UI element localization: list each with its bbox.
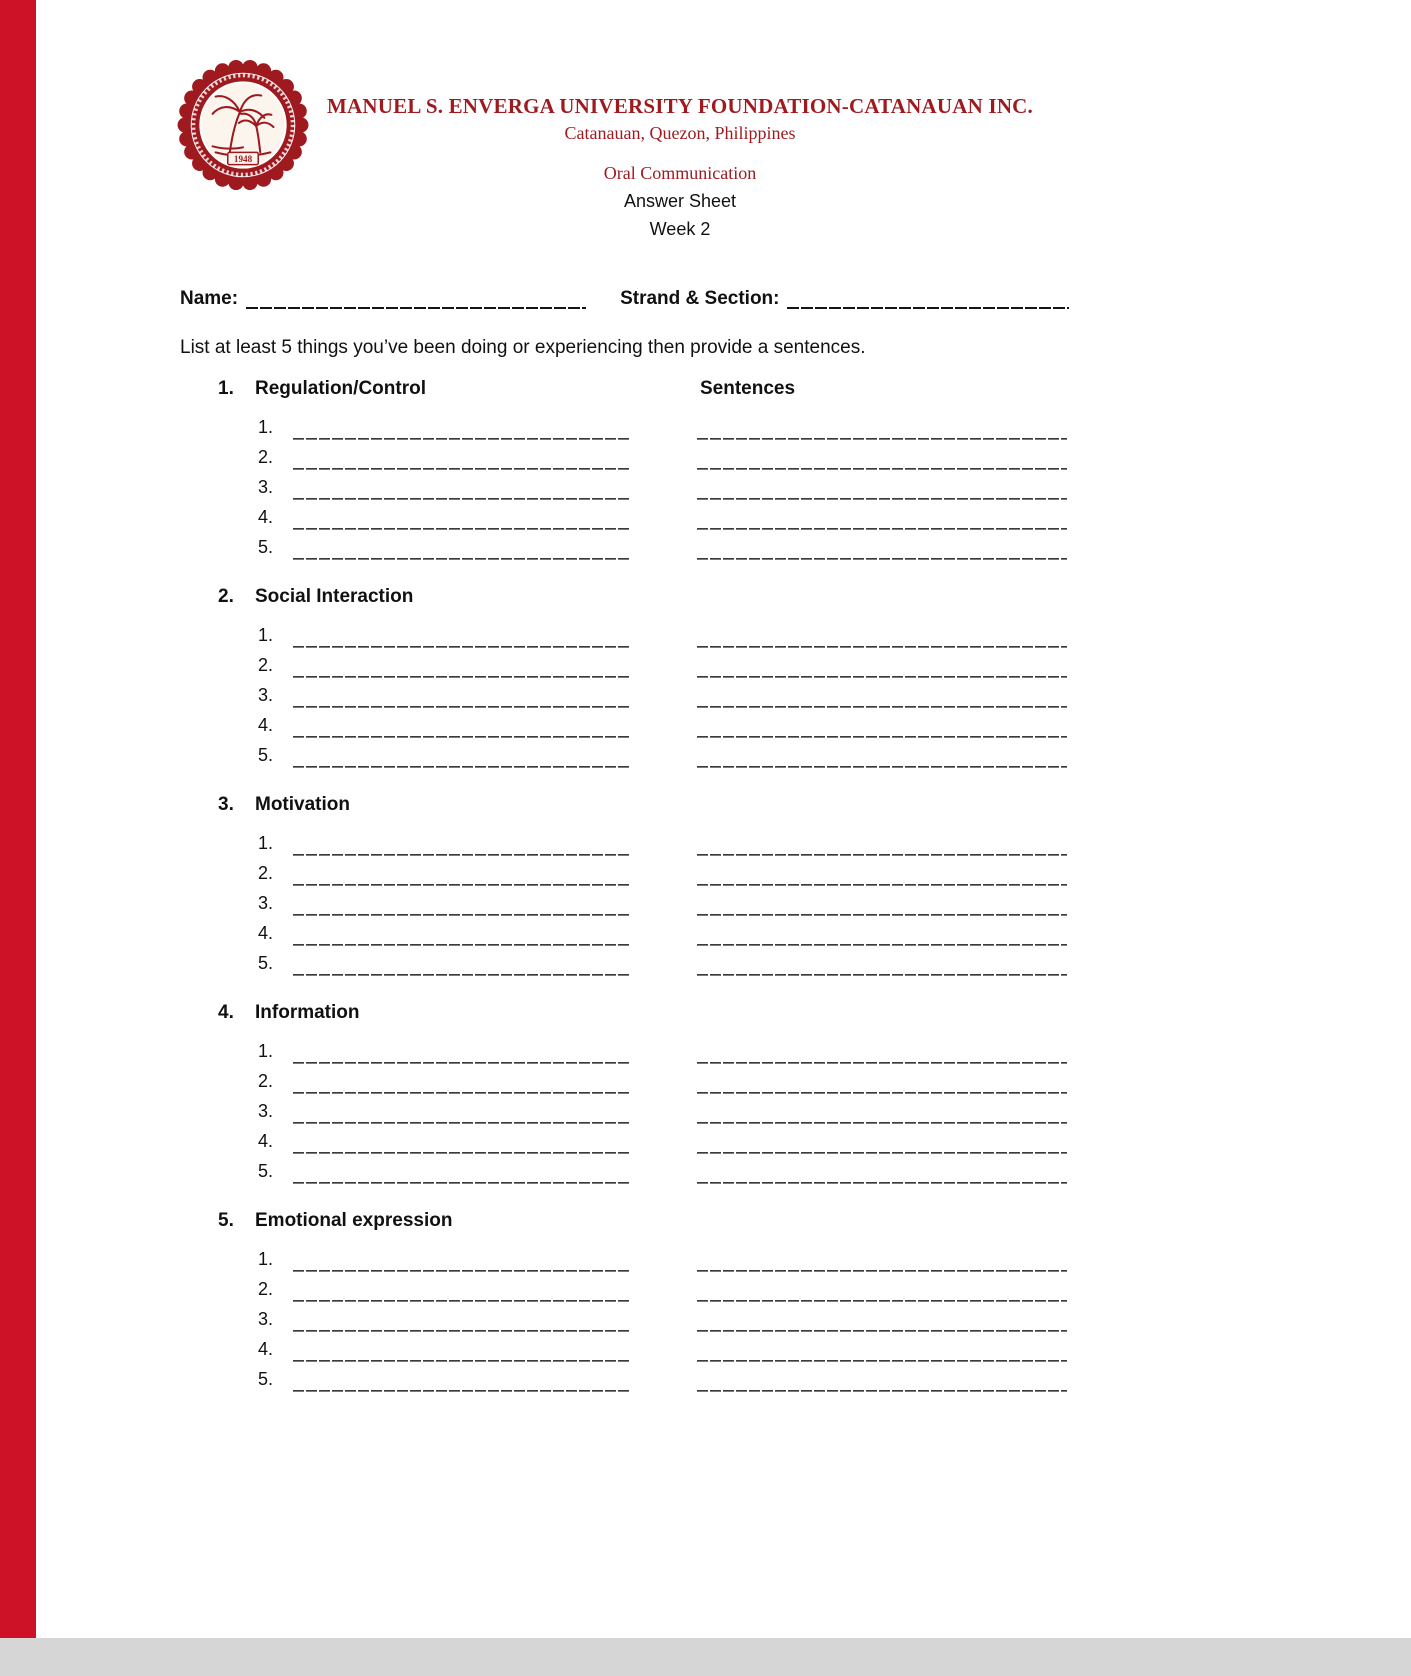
answer-row: [218, 500, 1080, 530]
answer-blank-line: [293, 544, 630, 560]
item-number: 3.: [258, 893, 274, 913]
answer-row: [218, 530, 1080, 560]
item-number: 3.: [258, 1101, 274, 1121]
section-title: Social Interaction: [255, 586, 414, 607]
answer-row: [218, 1124, 1080, 1154]
answer-blank-line: [293, 632, 630, 648]
answer-blank-line: [293, 1108, 630, 1124]
seal-year: 1948: [233, 154, 253, 165]
section-number: 3.: [218, 794, 234, 815]
item-number: 2.: [258, 1279, 274, 1299]
bottom-gray-bar: [0, 1638, 1411, 1676]
answer-row: [218, 1362, 1080, 1392]
answer-blank-line: [293, 1256, 630, 1272]
sentence-blank-line: [697, 1346, 1067, 1362]
sentence-blank-line: [697, 722, 1067, 738]
section-number: 2.: [218, 586, 234, 607]
sentence-blank-line: [697, 1286, 1067, 1302]
item-number: 2.: [258, 447, 274, 467]
student-info-row: [180, 288, 1069, 310]
section-number: 1.: [218, 378, 234, 399]
sentence-blank-line: [697, 692, 1067, 708]
item-number: 3.: [258, 1309, 274, 1329]
item-number: 5.: [258, 537, 274, 557]
section-number: 5.: [218, 1210, 234, 1231]
answer-blank-line: [293, 484, 630, 500]
university-name: MANUEL S. ENVERGA UNIVERSITY FOUNDATION-CATANAUAN INC.: [327, 94, 1033, 118]
section-title: Regulation/Control: [255, 378, 426, 399]
sentence-blank-line: [697, 1078, 1067, 1094]
answer-blank-line: [293, 752, 630, 768]
sentence-blank-line: [697, 1138, 1067, 1154]
answer-blank-line: [293, 870, 630, 886]
section-2: [218, 586, 1080, 768]
item-number: 4.: [258, 715, 274, 735]
answer-row: [218, 738, 1080, 768]
item-number: 3.: [258, 477, 274, 497]
sentence-blank-line: [697, 930, 1067, 946]
sections: [218, 378, 1080, 1418]
item-number: 2.: [258, 655, 274, 675]
answer-row: [218, 1034, 1080, 1064]
red-edge-bar: [0, 0, 36, 1638]
answer-blank-line: [293, 1376, 630, 1392]
answer-blank-line: [293, 840, 630, 856]
sentence-blank-line: [697, 632, 1067, 648]
section-heading: [218, 378, 1080, 410]
item-number: 5.: [258, 953, 274, 973]
sentence-blank-line: [697, 1316, 1067, 1332]
answer-blank-line: [293, 662, 630, 678]
sentence-blank-line: [697, 544, 1067, 560]
item-number: 1.: [258, 625, 274, 645]
answer-blank-line: [293, 424, 630, 440]
name-blank-line: [246, 293, 586, 309]
item-number: 1.: [258, 417, 274, 437]
sentence-blank-line: [697, 1048, 1067, 1064]
answer-row: [218, 916, 1080, 946]
answer-blank-line: [293, 1286, 630, 1302]
answer-row: [218, 708, 1080, 738]
document-header: [180, 94, 1180, 240]
item-number: 1.: [258, 833, 274, 853]
section-3: [218, 794, 1080, 976]
section-heading: [218, 1210, 1080, 1242]
item-number: 4.: [258, 923, 274, 943]
item-number: 2.: [258, 863, 274, 883]
answer-row: [218, 1302, 1080, 1332]
item-number: 4.: [258, 507, 274, 527]
sentence-blank-line: [697, 454, 1067, 470]
sentence-blank-line: [697, 1256, 1067, 1272]
item-number: 3.: [258, 685, 274, 705]
answer-row: [218, 826, 1080, 856]
sentence-blank-line: [697, 1108, 1067, 1124]
course-title: Oral Communication: [603, 163, 757, 183]
sentence-blank-line: [697, 960, 1067, 976]
answer-row: [218, 886, 1080, 916]
answer-blank-line: [293, 930, 630, 946]
instruction-text: List at least 5 things you’ve been doing or experiencing then provide a sentences.: [180, 337, 866, 358]
section-5: [218, 1210, 1080, 1392]
section-title: Emotional expression: [255, 1210, 453, 1231]
item-number: 1.: [258, 1041, 274, 1061]
answer-row: [218, 1064, 1080, 1094]
item-number: 2.: [258, 1071, 274, 1091]
answer-blank-line: [293, 1138, 630, 1154]
sentence-blank-line: [697, 900, 1067, 916]
answer-row: [218, 1332, 1080, 1362]
strand-section-label: Strand & Section:: [620, 288, 780, 309]
section-number: 4.: [218, 1002, 234, 1023]
item-number: 5.: [258, 1369, 274, 1389]
answer-row: [218, 856, 1080, 886]
sentence-blank-line: [697, 662, 1067, 678]
answer-blank-line: [293, 960, 630, 976]
answer-row: [218, 1094, 1080, 1124]
sentence-blank-line: [697, 1168, 1067, 1184]
answer-row: [218, 648, 1080, 678]
answer-row: [218, 1242, 1080, 1272]
answer-blank-line: [293, 1168, 630, 1184]
answer-row: [218, 1154, 1080, 1184]
answer-row: [218, 410, 1080, 440]
section-title: Motivation: [255, 794, 350, 815]
item-number: 5.: [258, 745, 274, 765]
answer-blank-line: [293, 1316, 630, 1332]
sentence-blank-line: [697, 1376, 1067, 1392]
answer-blank-line: [293, 454, 630, 470]
item-number: 5.: [258, 1161, 274, 1181]
sentence-blank-line: [697, 752, 1067, 768]
answer-blank-line: [293, 514, 630, 530]
name-label: Name:: [180, 288, 239, 309]
sentences-column-header: Sentences: [700, 378, 796, 399]
answer-blank-line: [293, 900, 630, 916]
sheet-title: Answer Sheet: [623, 191, 737, 211]
item-number: 4.: [258, 1339, 274, 1359]
answer-row: [218, 1272, 1080, 1302]
section-title: Information: [255, 1002, 360, 1023]
answer-row: [218, 618, 1080, 648]
sentence-blank-line: [697, 870, 1067, 886]
section-heading: [218, 586, 1080, 618]
answer-row: [218, 678, 1080, 708]
sentence-blank-line: [697, 424, 1067, 440]
section-heading: [218, 1002, 1080, 1034]
answer-blank-line: [293, 1048, 630, 1064]
answer-blank-line: [293, 722, 630, 738]
answer-row: [218, 440, 1080, 470]
item-number: 1.: [258, 1249, 274, 1269]
answer-row: [218, 470, 1080, 500]
week-label: Week 2: [649, 219, 711, 239]
sentence-blank-line: [697, 840, 1067, 856]
item-number: 4.: [258, 1131, 274, 1151]
sentence-blank-line: [697, 514, 1067, 530]
answer-blank-line: [293, 692, 630, 708]
answer-blank-line: [293, 1346, 630, 1362]
sentence-blank-line: [697, 484, 1067, 500]
section-4: [218, 1002, 1080, 1184]
section-heading: [218, 794, 1080, 826]
answer-blank-line: [293, 1078, 630, 1094]
strand-section-blank-line: [787, 293, 1069, 309]
university-address: Catanauan, Quezon, Philippines: [564, 123, 796, 143]
answer-row: [218, 946, 1080, 976]
section-1: [218, 378, 1080, 560]
